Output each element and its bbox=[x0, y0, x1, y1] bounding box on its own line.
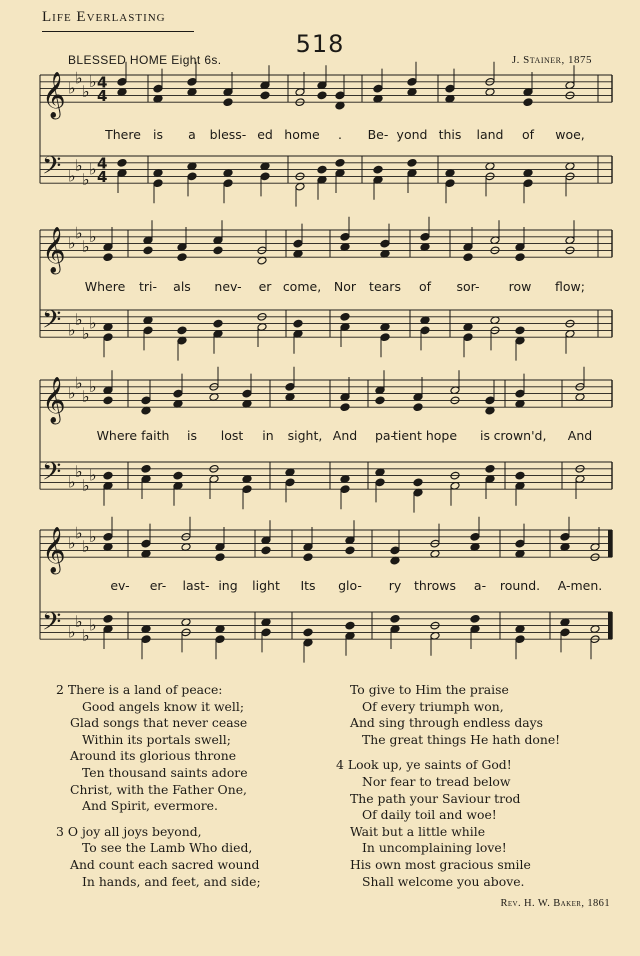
treble-clef-icon: 𝄞 bbox=[42, 527, 66, 574]
note-head bbox=[303, 628, 313, 637]
lyric-syllable: als bbox=[173, 279, 191, 294]
note-head bbox=[515, 326, 525, 335]
lyric-syllable: ry bbox=[388, 578, 402, 593]
verse-text: Of daily toil and woe! bbox=[362, 807, 497, 823]
lyric-syllable: Be- bbox=[367, 127, 389, 142]
verse-line bbox=[336, 824, 560, 841]
lyric-syllable: . bbox=[338, 127, 342, 142]
note-head bbox=[375, 396, 385, 405]
verse-line bbox=[336, 774, 560, 791]
lyric-syllable: row bbox=[508, 279, 532, 294]
lyric-syllable: of bbox=[521, 127, 535, 142]
verse-text: Of every triumph won, bbox=[362, 698, 504, 714]
note-head bbox=[260, 91, 270, 100]
note-head bbox=[317, 91, 327, 100]
flat-sign-icon: ♭ bbox=[89, 71, 97, 91]
time-signature-bottom: 4 bbox=[97, 87, 108, 106]
flat-sign-icon: ♭ bbox=[89, 376, 97, 396]
lyric-syllable: throws bbox=[413, 578, 457, 593]
lyric-line bbox=[0, 428, 593, 446]
flat-sign-icon: ♭ bbox=[68, 472, 76, 492]
lyric-syllable: crown'd, bbox=[493, 428, 547, 443]
verse-text: And Spirit, evermore. bbox=[82, 798, 218, 814]
note-head bbox=[177, 326, 187, 335]
lyric-syllable: nev- bbox=[214, 279, 242, 294]
verse-line bbox=[56, 682, 261, 699]
lyric-syllable: ing bbox=[218, 578, 238, 593]
lyric-syllable: bless- bbox=[209, 127, 247, 142]
lyric-syllable: woe, bbox=[555, 127, 585, 142]
note-head bbox=[335, 158, 345, 167]
running-head: Life Everlasting bbox=[42, 9, 166, 25]
note-head bbox=[117, 158, 127, 167]
lyric-syllable: is bbox=[480, 428, 490, 443]
verse-text: Ten thousand saints adore bbox=[82, 764, 248, 780]
verse-text: There is a land of peace: bbox=[67, 682, 223, 697]
lyric-syllable: Where bbox=[84, 279, 126, 294]
lyric-syllable: a bbox=[188, 127, 196, 142]
flat-sign-icon: ♭ bbox=[82, 475, 90, 495]
flat-sign-icon: ♭ bbox=[89, 313, 97, 333]
lyric-syllable: sight, bbox=[287, 428, 323, 443]
verse-line bbox=[56, 824, 261, 841]
verse-line bbox=[56, 782, 261, 799]
flat-sign-icon: ♭ bbox=[82, 323, 90, 343]
verse-block bbox=[336, 682, 560, 748]
flat-sign-icon: ♭ bbox=[89, 465, 97, 485]
lyric-syllable: tri- bbox=[138, 279, 158, 294]
verse-line bbox=[336, 874, 560, 891]
verse-text: The great things He hath done! bbox=[362, 731, 561, 747]
lyric-syllable: light bbox=[252, 578, 280, 593]
verse-text: To see the Lamb Who died, bbox=[82, 840, 253, 856]
note-head bbox=[523, 98, 533, 107]
treble-clef-icon: 𝄞 bbox=[42, 227, 66, 274]
flat-sign-icon: ♭ bbox=[75, 612, 83, 632]
verse-line bbox=[56, 748, 261, 765]
lyric-syllable: sor- bbox=[456, 279, 480, 294]
lyric-syllable: yond bbox=[396, 127, 428, 142]
lyric-syllable: of bbox=[418, 279, 432, 294]
verses-right-column bbox=[336, 682, 560, 890]
note-head bbox=[215, 553, 225, 562]
flat-sign-icon: ♭ bbox=[75, 523, 83, 543]
lyric-syllable: ev- bbox=[110, 578, 130, 593]
verse-text: Look up, ye saints of God! bbox=[347, 757, 512, 773]
lyric-syllable: A-men. bbox=[557, 578, 603, 593]
flat-sign-icon: ♭ bbox=[68, 233, 76, 253]
flat-sign-icon: ♭ bbox=[82, 387, 90, 406]
note-head bbox=[103, 471, 113, 480]
verse-text: His own most gracious smile bbox=[350, 856, 531, 872]
composer-credit: J. Stainer, 1875 bbox=[511, 54, 592, 66]
verse-text: Within its portals swell; bbox=[82, 731, 231, 747]
note-head bbox=[373, 165, 383, 174]
flat-sign-icon: ♭ bbox=[68, 320, 76, 340]
lyric-syllable: glo- bbox=[338, 578, 362, 593]
flat-sign-icon: ♭ bbox=[82, 169, 90, 189]
note-head bbox=[143, 246, 153, 255]
lyric-line bbox=[0, 127, 584, 145]
time-signature-bottom: 4 bbox=[97, 168, 108, 187]
verse-gap bbox=[56, 815, 261, 824]
note-head bbox=[485, 464, 495, 473]
verse-number: 3 bbox=[56, 823, 64, 839]
flat-sign-icon: ♭ bbox=[68, 78, 76, 98]
lyric-syllable: flow; bbox=[555, 279, 585, 294]
flat-sign-icon: ♭ bbox=[68, 383, 76, 403]
lyric-syllable: is bbox=[187, 428, 197, 443]
note-head bbox=[261, 546, 271, 555]
verse-line bbox=[336, 682, 560, 699]
verse-text: Glad songs that never cease bbox=[70, 715, 248, 731]
lyric-syllable: lost bbox=[220, 428, 244, 443]
note-head bbox=[407, 158, 417, 167]
verse-line bbox=[336, 732, 560, 749]
flat-sign-icon: ♭ bbox=[82, 237, 90, 256]
verse-text: Shall welcome you above. bbox=[362, 873, 525, 889]
flat-sign-icon: ♭ bbox=[89, 226, 97, 246]
verse-text: In uncomplaining love! bbox=[362, 840, 507, 856]
lyric-syllable: And bbox=[567, 428, 593, 443]
lyric-syllable: is bbox=[153, 127, 163, 142]
lyric-syllable: home bbox=[284, 127, 320, 142]
note-head bbox=[213, 319, 223, 328]
verse-number: 2 bbox=[56, 682, 64, 697]
verse-line bbox=[336, 857, 560, 874]
verse-line bbox=[336, 791, 560, 808]
bass-clef-icon: 𝄢 bbox=[42, 457, 62, 493]
verses-left-column bbox=[56, 682, 261, 890]
verse-line bbox=[56, 715, 261, 732]
verse-line bbox=[336, 757, 560, 774]
bass-clef-icon: 𝄢 bbox=[42, 305, 62, 341]
verse-text: Wait but a little while bbox=[350, 823, 486, 839]
lyric-syllable: this bbox=[438, 127, 462, 142]
note-head bbox=[317, 165, 327, 174]
flat-sign-icon: ♭ bbox=[75, 310, 83, 330]
note-head bbox=[413, 478, 423, 487]
note-head bbox=[463, 253, 473, 262]
bass-clef-icon: 𝄢 bbox=[42, 151, 62, 187]
lyric-syllable: Where faith bbox=[96, 428, 170, 443]
verse-text: And sing through endless days bbox=[350, 715, 544, 731]
note-head bbox=[103, 253, 113, 262]
flat-sign-icon: ♭ bbox=[75, 462, 83, 482]
lyric-syllable: land bbox=[476, 127, 504, 142]
verse-line bbox=[336, 807, 560, 824]
lyric-syllable: And bbox=[332, 428, 358, 443]
note-head bbox=[173, 471, 183, 480]
verse-line bbox=[336, 715, 560, 732]
lyric-syllable: pa- bbox=[374, 428, 396, 443]
lyric-syllable: ed bbox=[257, 127, 273, 142]
flat-sign-icon: ♭ bbox=[82, 82, 90, 101]
verse-text: Christ, with the Father One, bbox=[70, 781, 247, 797]
flat-sign-icon: ♭ bbox=[89, 615, 97, 635]
verse-text: Around its glorious throne bbox=[70, 748, 237, 764]
lyric-syllable: er bbox=[258, 279, 272, 294]
lyric-syllable: There bbox=[105, 127, 141, 142]
time-signature-top: 4 bbox=[97, 154, 108, 173]
note-head bbox=[213, 246, 223, 255]
treble-clef-icon: 𝄞 bbox=[42, 377, 66, 424]
verse-line bbox=[336, 699, 560, 716]
lyric-syllable: last- bbox=[182, 578, 210, 593]
note-head bbox=[340, 312, 350, 321]
note-head bbox=[345, 621, 355, 630]
treble-clef-icon: 𝄞 bbox=[42, 72, 66, 119]
verse-text: Nor fear to tread below bbox=[362, 773, 511, 789]
verse-line bbox=[56, 840, 261, 857]
final-bar-line bbox=[608, 612, 612, 639]
lyric-syllable: Its bbox=[300, 578, 316, 593]
lyric-syllable: in bbox=[262, 428, 274, 443]
verse-text: O joy all joys beyond, bbox=[67, 823, 202, 839]
verse-block bbox=[336, 757, 560, 890]
lyric-syllable: round. bbox=[499, 578, 541, 593]
flat-sign-icon: ♭ bbox=[68, 533, 76, 553]
lyric-syllable: Nor bbox=[333, 279, 357, 294]
lyric-syllable: a- bbox=[473, 578, 487, 593]
verse-gap bbox=[336, 748, 560, 757]
flat-sign-icon: ♭ bbox=[82, 537, 90, 556]
time-signature-top: 4 bbox=[97, 73, 108, 92]
note-head bbox=[223, 98, 233, 107]
verse-text: To give to Him the praise bbox=[350, 682, 509, 697]
note-head bbox=[390, 614, 400, 623]
verse-text: And count each sacred wound bbox=[70, 856, 260, 872]
flat-sign-icon: ♭ bbox=[89, 159, 97, 179]
note-head bbox=[303, 553, 313, 562]
note-head bbox=[515, 471, 525, 480]
lyric-syllable: tient hope bbox=[392, 428, 458, 443]
flat-sign-icon: ♭ bbox=[82, 625, 90, 645]
verse-line bbox=[56, 765, 261, 782]
note-head bbox=[413, 403, 423, 412]
flat-sign-icon: ♭ bbox=[89, 526, 97, 546]
author-credit: Rev. H. W. Baker, 1861 bbox=[500, 898, 610, 909]
verse-line bbox=[336, 840, 560, 857]
flat-sign-icon: ♭ bbox=[75, 68, 83, 88]
verse-line bbox=[56, 699, 261, 716]
lyric-line bbox=[0, 578, 603, 596]
lyric-syllable: come, bbox=[282, 279, 322, 294]
bass-clef-icon: 𝄢 bbox=[42, 607, 62, 643]
note-head bbox=[345, 546, 355, 555]
verse-line bbox=[56, 874, 261, 891]
lyric-syllable: er- bbox=[149, 578, 167, 593]
verse-block bbox=[56, 682, 261, 815]
note-head bbox=[515, 253, 525, 262]
verse-text: The path your Saviour trod bbox=[350, 790, 521, 806]
verse-line bbox=[56, 857, 261, 874]
note-head bbox=[470, 614, 480, 623]
note-head bbox=[103, 396, 113, 405]
flat-sign-icon: ♭ bbox=[68, 166, 76, 186]
note-head bbox=[141, 464, 151, 473]
verse-line bbox=[56, 732, 261, 749]
verse-line bbox=[56, 798, 261, 815]
hymn-number: 518 bbox=[295, 30, 345, 58]
flat-sign-icon: ♭ bbox=[75, 156, 83, 176]
verse-text: In hands, and feet, and side; bbox=[82, 873, 261, 889]
lyric-line bbox=[0, 279, 584, 297]
note-head bbox=[293, 319, 303, 328]
note-head bbox=[103, 614, 113, 623]
flat-sign-icon: ♭ bbox=[75, 223, 83, 243]
verse-text: Good angels know it well; bbox=[82, 698, 244, 714]
note-head bbox=[340, 403, 350, 412]
flat-sign-icon: ♭ bbox=[68, 622, 76, 642]
final-bar-line bbox=[608, 530, 612, 557]
flat-sign-icon: ♭ bbox=[75, 373, 83, 393]
verse-block bbox=[56, 824, 261, 890]
note-head bbox=[177, 253, 187, 262]
lyric-syllable: tears bbox=[369, 279, 401, 294]
tune-name: BLESSED HOME Eight 6s. bbox=[68, 53, 222, 67]
verse-number: 4 bbox=[336, 757, 344, 773]
